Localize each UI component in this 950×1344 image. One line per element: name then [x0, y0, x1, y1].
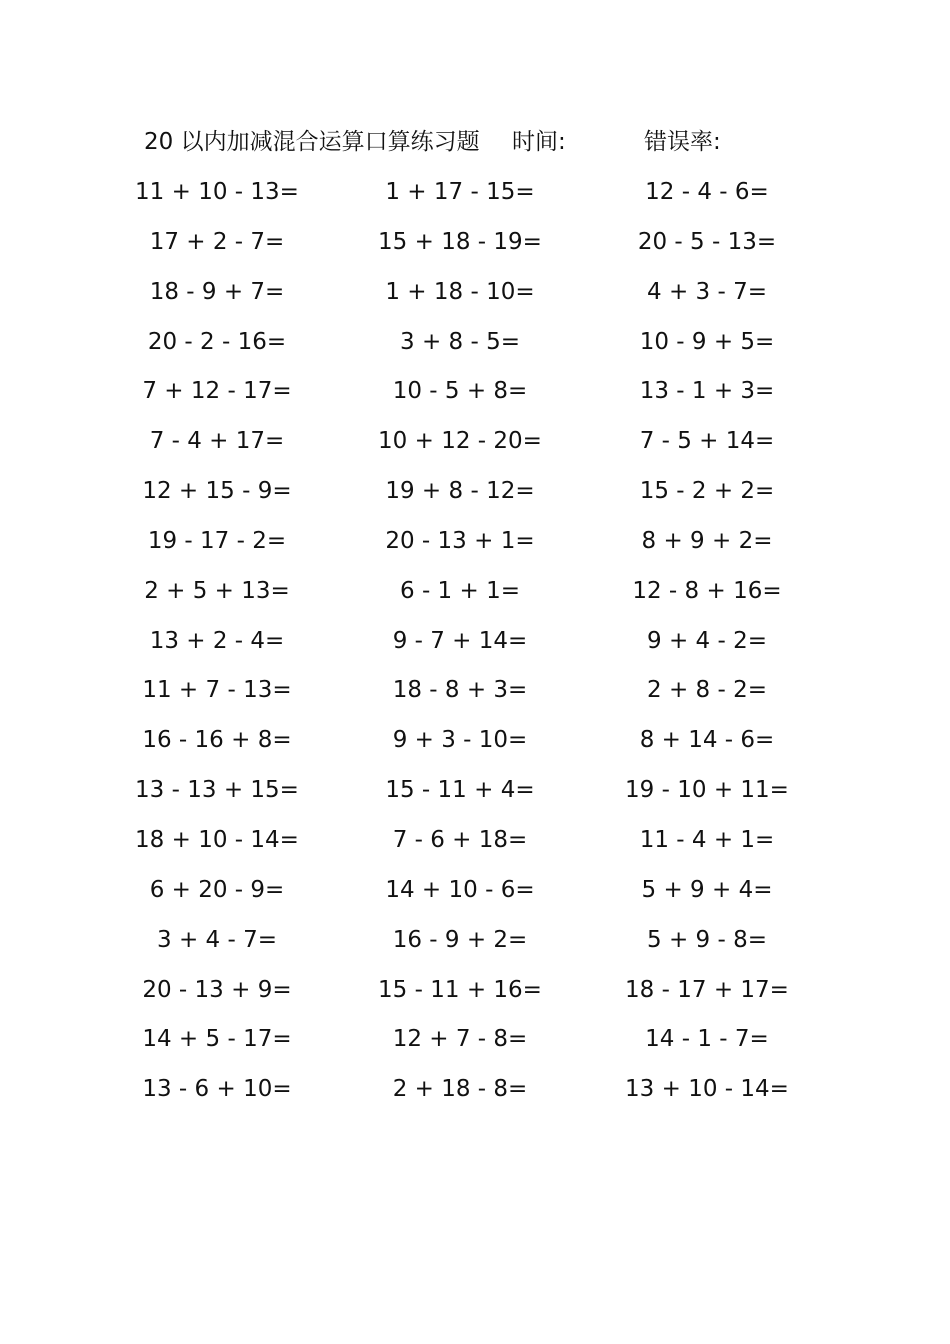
problem-row [0, 670, 950, 720]
problem-row [0, 820, 950, 870]
math-problem: 1 + 17 - 15= [385, 179, 535, 205]
time-label: 时间: [512, 129, 566, 155]
math-problem: 2 + 5 + 13= [144, 577, 290, 604]
problem-row [0, 1069, 950, 1119]
math-problem: 20 - 5 - 13= [637, 228, 777, 255]
math-problem: 10 - 9 + 5= [639, 328, 775, 355]
math-problem: 7 - 6 + 18= [392, 826, 528, 853]
worksheet-title: 20 以内加减混合运算口算练习题 [144, 129, 480, 155]
math-problem: 6 + 20 - 9= [149, 876, 285, 903]
worksheet-header [0, 124, 950, 160]
math-problem: 20 - 2 - 16= [147, 328, 287, 355]
problem-row [0, 970, 950, 1020]
math-problem: 14 - 1 - 7= [645, 1026, 769, 1053]
math-problem: 17 + 2 - 7= [149, 228, 285, 255]
math-problem: 3 + 4 - 7= [157, 926, 277, 953]
math-problem: 9 - 7 + 14= [392, 627, 528, 654]
error-rate-label: 错误率: [644, 129, 721, 155]
math-problem: 16 - 9 + 2= [392, 926, 528, 953]
problem-row [0, 521, 950, 571]
math-problem: 11 + 10 - 13= [135, 179, 299, 205]
math-problem: 7 - 4 + 17= [149, 428, 285, 455]
problem-row [0, 421, 950, 471]
math-problem: 14 + 10 - 6= [385, 876, 535, 903]
math-problem: 15 - 2 + 2= [639, 478, 775, 505]
problem-row [0, 222, 950, 272]
math-problem: 6 - 1 + 1= [400, 577, 520, 604]
math-problem: 15 - 11 + 4= [385, 777, 535, 804]
math-problem: 18 + 10 - 14= [135, 826, 299, 853]
problem-row [0, 920, 950, 970]
math-problem: 11 + 7 - 13= [142, 677, 292, 704]
problem-row [0, 770, 950, 820]
math-problem: 2 + 8 - 2= [647, 677, 767, 704]
problem-row [0, 172, 950, 222]
math-problem: 2 + 18 - 8= [392, 1076, 528, 1103]
math-problem: 16 - 16 + 8= [142, 727, 292, 754]
problem-row [0, 322, 950, 372]
math-problem: 1 + 18 - 10= [385, 278, 535, 305]
math-problem: 12 + 7 - 8= [392, 1026, 528, 1053]
problem-row [0, 371, 950, 421]
problem-row [0, 571, 950, 621]
math-problem: 20 - 13 + 9= [142, 976, 292, 1003]
problem-row [0, 720, 950, 770]
math-problem: 14 + 5 - 17= [142, 1026, 292, 1053]
math-problem: 13 + 2 - 4= [149, 627, 285, 654]
math-problem: 8 + 14 - 6= [639, 727, 775, 754]
math-problem: 15 + 18 - 19= [378, 228, 542, 255]
problem-row [0, 621, 950, 671]
math-problem: 10 - 5 + 8= [392, 378, 528, 405]
math-problem: 11 - 4 + 1= [639, 826, 775, 853]
problem-row [0, 1019, 950, 1069]
math-problem: 4 + 3 - 7= [647, 278, 767, 305]
math-problem: 13 - 13 + 15= [135, 777, 299, 804]
math-problem: 13 + 10 - 14= [625, 1076, 789, 1103]
problem-row [0, 471, 950, 521]
problem-grid [0, 172, 950, 1119]
math-problem: 9 + 3 - 10= [392, 727, 528, 754]
math-problem: 10 + 12 - 20= [378, 428, 542, 455]
math-problem: 18 - 8 + 3= [392, 677, 528, 704]
math-problem: 19 - 17 - 2= [147, 527, 287, 554]
math-problem: 19 + 8 - 12= [385, 478, 535, 505]
math-problem: 7 + 12 - 17= [142, 378, 292, 405]
math-problem: 12 - 8 + 16= [632, 577, 782, 604]
math-problem: 13 - 1 + 3= [639, 378, 775, 405]
math-problem: 3 + 8 - 5= [400, 328, 520, 355]
problem-row [0, 272, 950, 322]
math-problem: 5 + 9 - 8= [647, 926, 767, 953]
math-problem: 8 + 9 + 2= [641, 527, 773, 554]
math-problem: 18 - 17 + 17= [625, 976, 789, 1003]
math-problem: 13 - 6 + 10= [142, 1076, 292, 1103]
math-problem: 12 + 15 - 9= [142, 478, 292, 505]
math-problem: 20 - 13 + 1= [385, 527, 535, 554]
math-problem: 12 - 4 - 6= [645, 179, 769, 205]
math-problem: 5 + 9 + 4= [641, 876, 773, 903]
math-problem: 19 - 10 + 11= [625, 777, 789, 804]
math-problem: 15 - 11 + 16= [378, 976, 542, 1003]
problem-row [0, 870, 950, 920]
math-problem: 18 - 9 + 7= [149, 278, 285, 305]
math-problem: 7 - 5 + 14= [639, 428, 775, 455]
math-problem: 9 + 4 - 2= [647, 627, 767, 654]
